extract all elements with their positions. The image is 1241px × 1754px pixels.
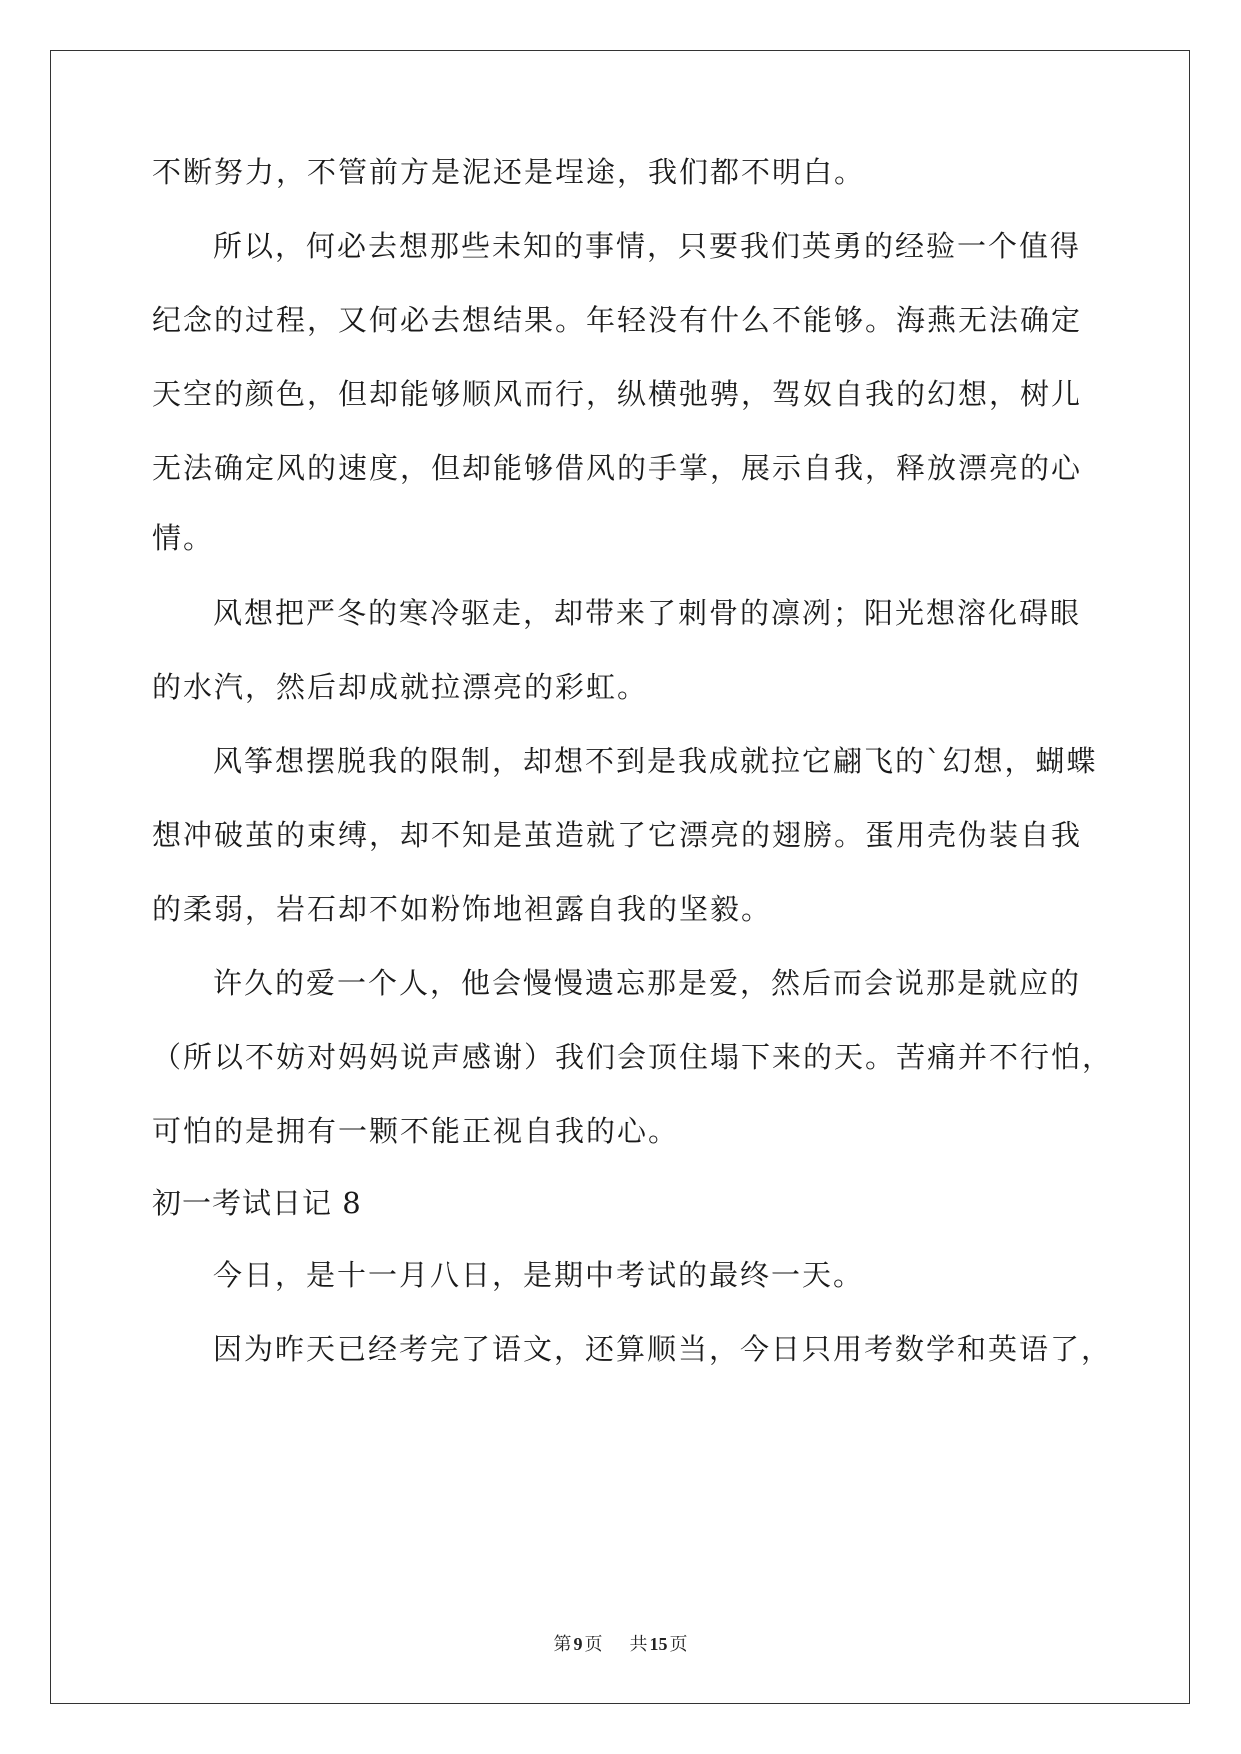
section-heading: 初一考试日记 8 <box>152 1186 362 1220</box>
text-line-11: 的柔弱，岩石却不如粉饰地袒露自我的坚毅。 <box>152 892 773 926</box>
text-line-10: 想冲破茧的束缚，却不知是茧造就了它漂亮的翅膀。蛋用壳伪装自我 <box>152 818 1083 852</box>
text-line-6: 情。 <box>152 521 215 555</box>
text-line-5: 无法确定风的速度，但却能够借风的手掌，展示自我，释放漂亮的心 <box>152 451 1083 485</box>
text-line-12: 许久的爱一个人，他会慢慢遗忘那是爱，然后而会说那是就应的 <box>213 966 1082 1000</box>
total-prefix: 共 <box>629 1634 648 1655</box>
text-line-8: 的水汽，然后却成就拉漂亮的彩虹。 <box>152 670 649 704</box>
total-suffix: 页 <box>669 1634 688 1655</box>
text-line-2: 所以，何必去想那些未知的事情，只要我们英勇的经验一个值得 <box>213 229 1082 263</box>
page-footer <box>0 1632 1241 1657</box>
page-total: 15 <box>649 1634 668 1654</box>
text-line-9: 风筝想摆脱我的限制，却想不到是我成就拉它翩飞的`幻想，蝴蝶 <box>213 744 1098 778</box>
page-border <box>50 50 1190 1704</box>
text-line-3: 纪念的过程，又何必去想结果。年轻没有什么不能够。海燕无法确定 <box>152 303 1083 337</box>
text-line-1: 不断努力，不管前方是泥还是埕途，我们都不明白。 <box>152 155 866 189</box>
page-prefix: 第 <box>553 1634 572 1655</box>
text-line-13: （所以不妨对妈妈说声感谢）我们会顶住塌下来的天。苦痛并不行怕， <box>152 1040 1114 1074</box>
page-current: 9 <box>573 1634 583 1654</box>
text-line-7: 风想把严冬的寒冷驱走，却带来了刺骨的凛冽；阳光想溶化碍眼 <box>213 596 1082 630</box>
page-suffix: 页 <box>584 1634 603 1655</box>
text-line-15: 今日，是十一月八日，是期中考试的最终一天。 <box>213 1258 865 1292</box>
text-line-14: 可怕的是拥有一颗不能正视自我的心。 <box>152 1114 680 1148</box>
text-line-16: 因为昨天已经考完了语文，还算顺当，今日只用考数学和英语了， <box>213 1332 1113 1366</box>
text-line-4: 天空的颜色，但却能够顺风而行，纵横弛骋，驾奴自我的幻想，树儿 <box>152 377 1083 411</box>
